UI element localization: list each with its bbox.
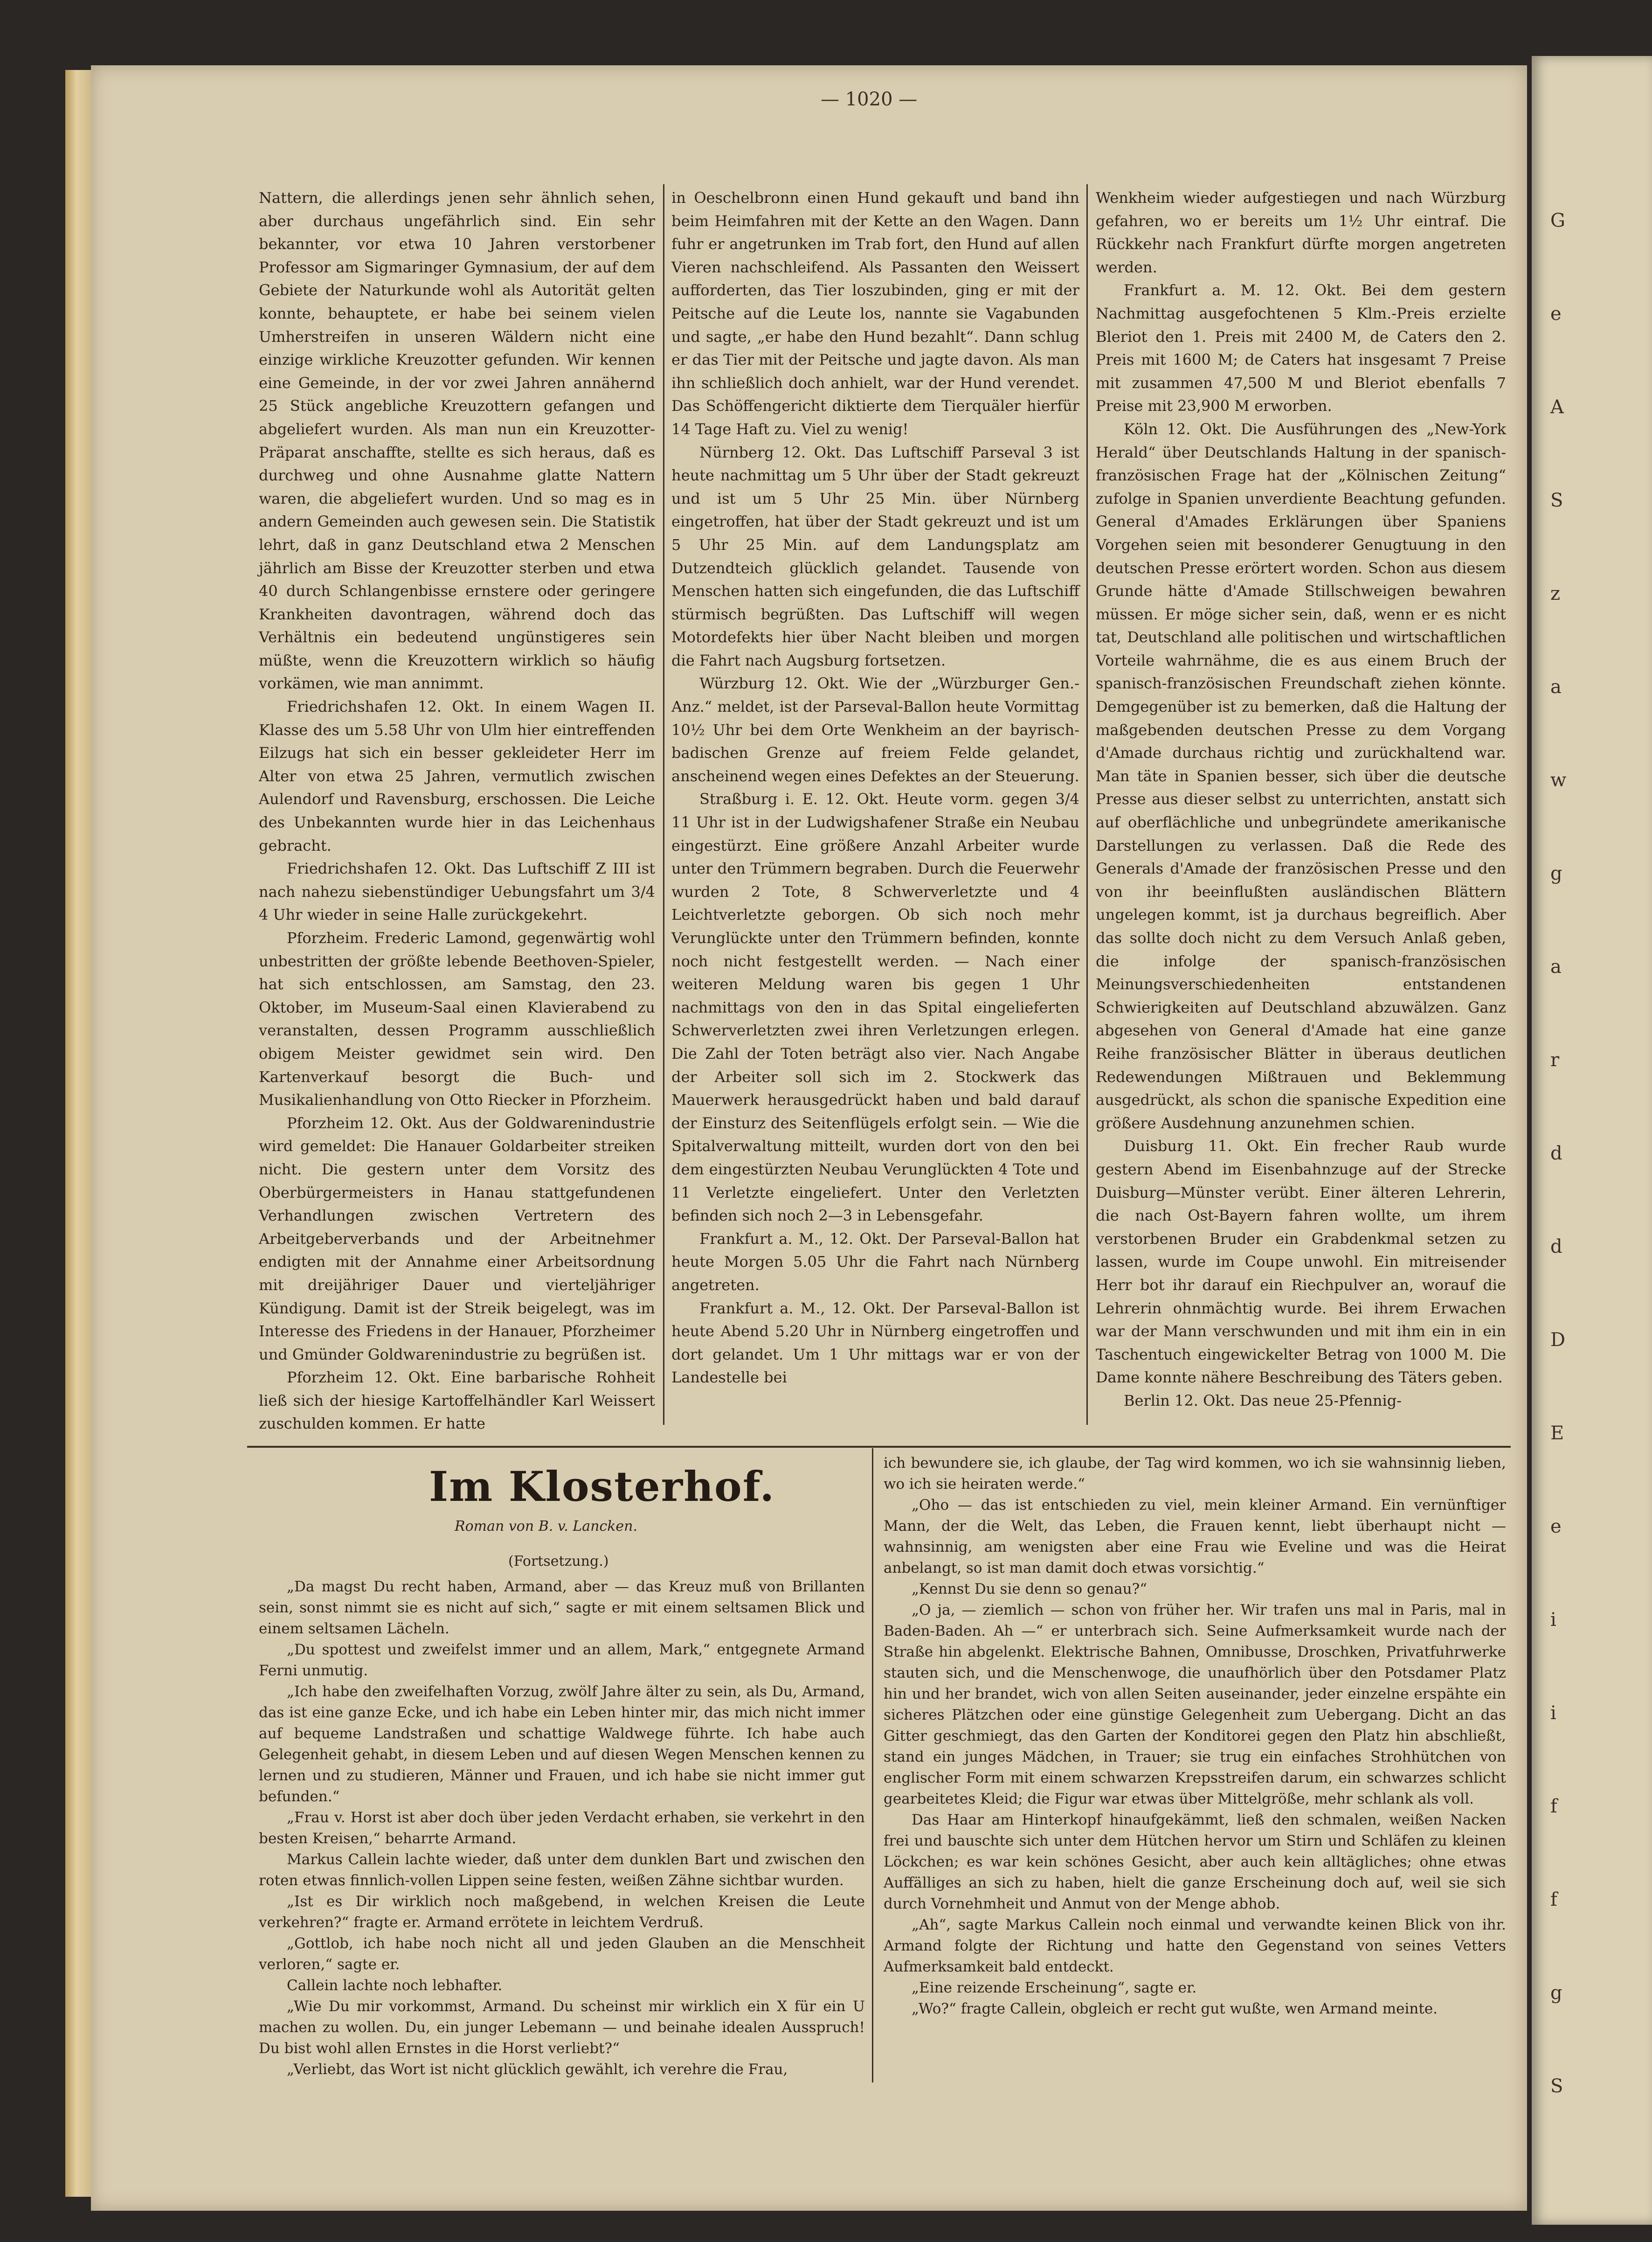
serial-title: Im Klosterhof.: [429, 1462, 775, 1511]
edge-letter: z: [1550, 583, 1561, 604]
paragraph: „Ist es Dir wirklich noch maßgebend, in welchen Kreisen die Leute verkehren?“ fragte er. Armand errötete in leichtem Verdruß.: [259, 1893, 865, 1931]
edge-letter: a: [1550, 676, 1562, 698]
paragraph: Frankfurt a. M. 12. Okt. Bei dem gestern Nachmittag ausgefochtenen 5 Klm.-Preis erzielte Bleriot den 1. Preis mit 2400 M, de Caters den 2. Preis mit 1600 M; de Caters hat insgesamt 7 Preise mit zusammen 47,500 M und Bleriot ebenfalls 7 Preise mit 23,900 M erworben.: [1096, 281, 1506, 415]
section-rule: [247, 1446, 1511, 1448]
edge-letter: f: [1550, 1889, 1557, 1910]
paragraph: „Eine reizende Erscheinung“, sagte er.: [912, 1979, 1197, 1996]
edge-letter: e: [1550, 1516, 1562, 1537]
paragraph: Duisburg 11. Okt. Ein frecher Raub wurde gestern Abend im Eisenbahnzuge auf der Strecke Duisburg—Münster verübt. Einer älteren Lehrerin, die nach Ost-Bayern fahren wollte, um ihrem verstorbenen Bruder ein Grabdenkmal setzen zu lassen, wurde im Coupe unwohl. Ein mitreisender Herr bot ihr darauf ein Riechpulver an, worauf die Lehrerin ohnmächtig wurde. Bei ihrem Erwachen war der Mann verschwunden und mit ihm ein in ein Taschentuch eingewickelter Betrag von 1000 M. Die Dame konnte nähere Beschreibung des Täters geben.: [1096, 1137, 1506, 1387]
paragraph: „Wo?“ fragte Callein, obgleich er recht gut wußte, wen Armand meinte.: [912, 2000, 1438, 2017]
edge-letter: G: [1550, 210, 1565, 231]
paragraph: „Oho — das ist entschieden zu viel, mein kleiner Armand. Ein vernünftiger Mann, der die Welt, das Leben, die Frauen kennt, liebt überhaupt nicht — wahnsinnig, am wenigsten aber eine Frau wie Eveline und was die Heirat anbelangt, so ist man damit doch etwas vorsichtig.“: [884, 1497, 1506, 1576]
paragraph: Pforzheim. Frederic Lamond, gegenwärtig wohl unbestritten der größte lebende Beethoven-Spieler, hat sich entschlossen, am Samstag, den 23. Oktober, im Museum-Saal einen Klavierabend zu veranstalten, dessen Programm ausschließlich obigem Meister gewidmet sein wird. Den Kartenverkauf besorgt die Buch- und Musikalienhandlung von Otto Riecker in Pforzheim.: [259, 929, 655, 1109]
paragraph: Frankfurt a. M., 12. Okt. Der Parseval-Ballon hat heute Morgen 5.05 Uhr die Fahrt nach Nürnberg angetreten.: [671, 1229, 1079, 1294]
edge-letter: d: [1550, 1236, 1562, 1257]
serial-column-right: [884, 1453, 1506, 2020]
edge-letter: g: [1550, 863, 1562, 884]
edge-letter: g: [1550, 1982, 1562, 2004]
paragraph: in Oeschelbronn einen Hund gekauft und band ihn beim Heimfahren mit der Kette an den Wagen. Dann fuhr er angetrunken im Trab fort, den Hund auf allen Vieren nachschleifend. Als Passanten den Weissert aufforderten, das Tier loszubinden, ging er mit der Peitsche auf die Leute los, nannte sie Vagabunden und sagte, „er habe den Hund bezahlt“. Dann schlug er das Tier mit der Peitsche und jagte davon. Als man ihn schließlich doch anhielt, war der Hund verendet. Das Schöffengericht diktierte dem Tierquäler hierfür 14 Tage Haft zu. Viel zu wenig!: [671, 189, 1079, 438]
edge-letter: D: [1550, 1329, 1566, 1351]
paragraph: Das Haar am Hinterkopf hinaufgekämmt, ließ den schmalen, weißen Nacken frei und bauschte sich unter dem Hütchen hervor um Stirn und Schläfen zu kleinen Löckchen; es war kein schönes Gesicht, aber auch kein alltägliches; ohne etwas Auffälliges an sich zu haben, hielt die ganze Erscheinung doch auf, weil sie sich durch Vornehmheit und Anmut von der Menge abhob.: [884, 1812, 1506, 1912]
paragraph: „Ah“, sagte Markus Callein noch einmal und verwandte keinen Blick von ihr. Armand folgte der Richtung und hatte den Gegenstand von seines Vetters Aufmerksamkeit bald entdeckt.: [884, 1916, 1506, 1975]
edge-letter: e: [1550, 303, 1562, 325]
paragraph: Nattern, die allerdings jenen sehr ähnlich sehen, aber durchaus ungefährlich sind. Ein sehr bekannter, vor etwa 10 Jahren verstorbener Professor am Sigmaringer Gymnasium, der auf dem Gebiete der Naturkunde wohl als Autorität gelten konnte, behauptete, er habe bei seinem vielen Umherstreifen in unseren Wäldern nicht eine einzige wirkliche Kreuzotter gefunden. Wir kennen eine Gemeinde, in der vor zwei Jahren annähernd 25 Stück angebliche Kreuzottern gefangen und abgeliefert wurden. Als man nun ein Kreuzotter-Präparat anschaffte, stellte es sich heraus, daß es durchweg und ohne Ausnahme glatte Nattern waren, die abgeliefert wurden. Und so mag es in andern Gemeinden auch gewesen sein. Die Statistik lehrt, daß in ganz Deutschland etwa 2 Menschen jährlich am Bisse der Kreuzotter sterben und etwa 40 durch Schlangenbisse ernstere oder geringere Krankheiten davontragen, während doch das Verhältnis ein bedeutend ungünstigeres sein müßte, wenn die Kreuzottern wirklich so häufig vorkämen, wie man annimmt.: [259, 189, 655, 693]
paragraph: „Da magst Du recht haben, Armand, aber — das Kreuz muß von Brillanten sein, sonst nimmt sie es nicht auf sich,“ sagte er mit einem seltsamen Blick und einem seltsamen Lächeln.: [259, 1578, 865, 1637]
column-rule-2: [1086, 184, 1088, 1425]
edge-letter: E: [1550, 1423, 1564, 1444]
paragraph: Callein lachte noch lebhafter.: [287, 1977, 503, 1994]
paragraph: „Du spottest und zweifelst immer und an allem, Mark,“ entgegnete Armand Ferni unmutig.: [259, 1641, 865, 1679]
news-column-1: [259, 187, 655, 1436]
edge-letter: S: [1550, 2075, 1563, 2097]
paragraph: Straßburg i. E. 12. Okt. Heute vorm. gegen 3/4 11 Uhr ist in der Ludwigshafener Straße ein Neubau eingestürzt. Eine größere Anzahl Arbeiter wurde unter den Trümmern begraben. Durch die Feuerwehr wurden 2 Tote, 8 Schwerverletzte und 4 Leichtverletzte geborgen. Ob sich noch mehr Verunglückte unter den Trümmern befinden, konnte noch nicht festgestellt werden. — Nach einer weiteren Meldung waren bis gegen 1 Uhr nachmittags von den in das Spital eingelieferten Schwerverletzten zwei ihren Verletzungen erlegen. Die Zahl der Toten beträgt also vier. Nach Angabe der Arbeiter soll sich im 2. Stockwerk das Mauerwerk herausgedrückt haben und bald darauf der Einsturz des Seitenflügels erfolgt sein. — Wie die Spitalverwaltung mitteilt, wurden dort von den bei dem eingestürzten Neubau Verunglückten 4 Tote und 11 Verletzte eingeliefert. Unter den Verletzten befinden sich noch 2—3 in Lebensgefahr.: [671, 790, 1079, 1225]
paragraph: ich bewundere sie, ich glaube, der Tag wird kommen, wo ich sie wahnsinnig lieben, wo ich sie heiraten werde.“: [884, 1455, 1506, 1492]
column-rule-3: [872, 1448, 873, 2082]
paragraph: Pforzheim 12. Okt. Eine barbarische Rohheit ließ sich der hiesige Kartoffelhändler Karl Weissert zuschulden kommen. Er hatte: [259, 1368, 655, 1433]
book-edge-left: [65, 70, 93, 2197]
paragraph: „Kennst Du sie denn so genau?“: [912, 1581, 1147, 1597]
edge-letter: w: [1550, 770, 1567, 791]
paragraph: Würzburg 12. Okt. Wie der „Würzburger Gen.-Anz.“ meldet, ist der Parseval-Ballon heute Vormittag 10½ Uhr bei dem Orte Wenkheim an der bayrisch-badischen Grenze auf freiem Felde gelandet, anscheinend wegen eines Defektes an der Steuerung.: [671, 674, 1079, 785]
edge-letter: a: [1550, 956, 1562, 978]
page-number: — 1020 —: [821, 89, 918, 110]
paragraph: „Frau v. Horst ist aber doch über jeden Verdacht erhaben, sie verkehrt in den besten Kreisen,“ beharrte Armand.: [259, 1809, 865, 1847]
paragraph: Pforzheim 12. Okt. Aus der Goldwarenindustrie wird gemeldet: Die Hanauer Goldarbeiter streiken nicht. Die gestern unter dem Vorsitz des Oberbürgermeisters in Hanau stattgefundenen Verhandlungen zwischen Vertretern des Arbeitgeberverbands und der Arbeitnehmer endigten mit der Annahme einer Arbeitsordnung mit dreijähriger Dauer und vierteljähriger Kündigung. Damit ist der Streik beigelegt, was im Interesse des Friedens in der Hanauer, Pforzheimer und Gmünder Goldwarenindustrie zu begrüßen ist.: [259, 1114, 655, 1363]
paragraph: Nürnberg 12. Okt. Das Luftschiff Parseval 3 ist heute nachmittag um 5 Uhr über der Stadt gekreuzt und ist um 5 Uhr 25 Min. über Nürnberg eingetroffen, hat über der Stadt gekreuzt und ist um 5 Uhr 25 Min. auf dem Landungsplatz am Dutzendteich glücklich gelandet. Tausende von Menschen hatten sich eingefunden, die das Luftschiff stürmisch begrüßten. Das Luftschiff will wegen Motordefekts hier über Nacht bleiben und morgen die Fahrt nach Augsburg fortsetzen.: [671, 443, 1079, 669]
edge-letter: i: [1550, 1609, 1556, 1631]
edge-letter: A: [1550, 396, 1564, 418]
column-rule-1: [663, 184, 664, 1425]
paragraph: Friedrichshafen 12. Okt. Das Luftschiff Z III ist nach nahezu siebenstündiger Uebungsfahrt um 3/4 4 Uhr wieder in seine Halle zurückgekehrt.: [259, 860, 655, 924]
paragraph: Berlin 12. Okt. Das neue 25-Pfennig-: [1124, 1391, 1402, 1409]
paragraph: Markus Callein lachte wieder, daß unter dem dunklen Bart und zwischen den roten etwas finnlich-vollen Lippen seine festen, weißen Zähne sichtbar wurden.: [259, 1851, 865, 1889]
paragraph: Wenkheim wieder aufgestiegen und nach Würzburg gefahren, wo er bereits um 1½ Uhr eintraf. Die Rückkehr nach Frankfurt dürfte morgen angetreten werden.: [1096, 189, 1506, 276]
next-page-edge: [1532, 56, 1652, 2225]
paragraph: „Gottlob, ich habe noch nicht all und jeden Glauben an die Menschheit verloren,“ sagte er.: [259, 1935, 865, 1973]
edge-letter: i: [1550, 1702, 1556, 1724]
paragraph: „Verliebt, das Wort ist nicht glücklich gewählt, ich verehre die Frau,: [287, 2061, 788, 2078]
edge-letter: f: [1550, 1796, 1557, 1817]
news-column-3: [1096, 187, 1506, 1412]
paragraph: „Wie Du mir vorkommst, Armand. Du scheinst mir wirklich ein X für ein U machen zu wollen. Du, ein junger Lebemann — und beinahe idealen Ausspruch! Du bist wohl allen Ernstes in die Horst verliebt?“: [259, 1998, 865, 2057]
edge-letter: S: [1550, 490, 1563, 511]
paragraph: Friedrichshafen 12. Okt. In einem Wagen II. Klasse des um 5.58 Uhr von Ulm hier eintreffenden Eilzugs hat sich ein besser gekleideter Herr im Alter von etwa 25 Jahren, vermutlich zwischen Aulendorf und Ravensburg, erschossen. Die Leiche des Unbekannten wurde hier in das Leichenhaus gebracht.: [259, 698, 655, 854]
serial-author: Roman von B. v. Lancken.: [455, 1518, 638, 1534]
serial-column-left: [259, 1576, 865, 2080]
edge-letter: r: [1550, 1049, 1560, 1071]
paragraph: Köln 12. Okt. Die Ausführungen des „New-York Herald“ über Deutschlands Haltung in der spanisch-französischen Frage hat der „Kölnischen Zeitung“ zufolge in Spanien unverdiente Beachtung gefunden. General d'Amades Erklärungen über Spaniens Vorgehen seien mit besonderer Genugtuung in den deutschen Presse erörtert worden. Schon aus diesem Grunde hätte d'Amade Stillschweigen bewahren müssen. Er möge sicher sein, daß, wenn er es nicht tat, Deutschland alle politischen und wirtschaftlichen Vorteile wahrnähme, die es aus einem Bruch der spanisch-französischen Freundschaft ziehen könnte. Demgegenüber ist zu bemerken, daß die Haltung der maßgebenden deutschen Presse zu dem Vorgang d'Amade durchaus richtig und zurückhaltend war. Man täte in Spanien besser, sich über die deutsche Presse aus dieser selbst zu unterrichten, anstatt sich auf oberflächliche und unbegründete amerikanische Darstellungen zu verlassen. Daß die Rede des Generals d'Amade der französischen Presse und den von ihr beeinflußten ausländischen Blättern ungelegen kommt, ist ja durchaus begreiflich. Aber das sollte doch nicht zu dem Versuch Anlaß geben, die infolge der spanisch-französischen Meinungsverschiedenheiten entstandenen Schwierigkeiten auf Deutschland abzuwälzen. Ganz abgesehen von General d'Amade hat eine ganze Reihe französischer Blätter in überaus deutlichen Redewendungen Mißtrauen und Beklemmung ausgedrückt, als schon die spanische Expedition eine größere Ausdehnung anzunehmen schien.: [1096, 420, 1506, 1132]
edge-letter: d: [1550, 1143, 1562, 1164]
serial-continued: (Fortsetzung.): [508, 1553, 609, 1569]
paragraph: Frankfurt a. M., 12. Okt. Der Parseval-Ballon ist heute Abend 5.20 Uhr in Nürnberg eingetroffen und dort gelandet. Um 1 Uhr mittags war er von der Landestelle bei: [671, 1299, 1079, 1387]
paragraph: „O ja, — ziemlich — schon von früher her. Wir trafen uns mal in Paris, mal in Baden-Baden. Ah —“ er unterbrach sich. Seine Aufmerksamkeit wurde nach der Straße hin abgelenkt. Elektrische Bahnen, Omnibusse, Droschken, Privatfuhrwerke stauten sich, und die Menschenwoge, die unaufhörlich über den Potsdamer Platz hin und her brandet, wich von allen Seiten auseinander, jeder einzelne erspähte ein sicheres Plätzchen oder eine günstige Gelegenheit zum Uebergang. Dicht an das Gitter geschmiegt, das den Garten der Konditorei gegen den Platz hin abschließt, stand ein junges Mädchen, in Trauer; sie trug ein einfaches Strohhütchen von englischer Form mit einem schwarzen Krepsstreifen darum, ein schwarzes schlicht gearbeitetes Kleid; die Figur war etwas über Mittelgröße, mehr schlank als voll.: [884, 1602, 1506, 1807]
news-column-2: [671, 187, 1079, 1389]
paragraph: „Ich habe den zweifelhaften Vorzug, zwölf Jahre älter zu sein, als Du, Armand, das ist eine ganze Ecke, und ich habe ein Leben hinter mir, das mich nicht immer auf bequeme Landstraßen und schattige Waldwege führte. Ich habe auch Gelegenheit gehabt, in diesem Leben und auf diesen Wegen Menschen kennen zu lernen und zu studieren, Männer und Frauen, und ich habe sie nicht immer gut befunden.“: [259, 1683, 865, 1805]
